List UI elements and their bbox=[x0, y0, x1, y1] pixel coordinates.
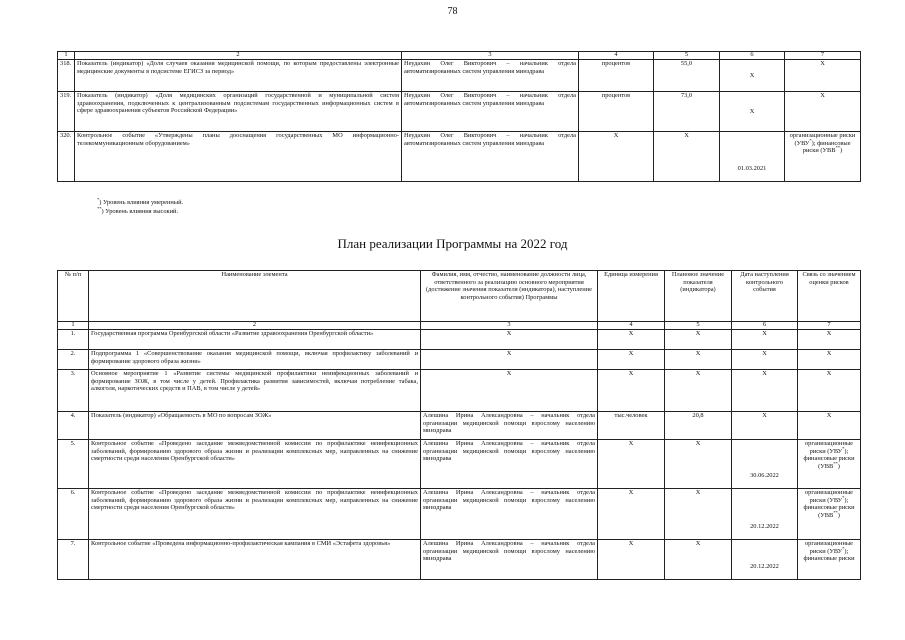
column-number: 4 bbox=[598, 322, 665, 330]
header-num: № п/п bbox=[58, 271, 89, 322]
column-number: 6 bbox=[732, 322, 798, 330]
column-number: 3 bbox=[402, 52, 579, 60]
row-number: 3. bbox=[58, 370, 89, 412]
event-date: 30.06.2022 bbox=[732, 440, 798, 489]
plan-value: X bbox=[665, 370, 732, 412]
column-number: 5 bbox=[665, 322, 732, 330]
risk-text: ); финансовые риски (УВВ bbox=[803, 447, 855, 471]
risk-text: ); финансовые риски bbox=[803, 547, 855, 563]
unit: X bbox=[598, 540, 665, 580]
table-row bbox=[58, 440, 861, 489]
table-row bbox=[58, 489, 861, 540]
plan-value: X bbox=[665, 350, 732, 370]
header-responsible: Фамилия, имя, отчество, наименование должности лица, ответственного за реализацию основного мероприятия (достижение значения показателя (индикатора), наступление контрольного события) Программы bbox=[421, 271, 598, 322]
footnote-mark: * bbox=[97, 196, 100, 202]
responsible-person: Неудахин Олег Викторович – начальник отдела автоматизированных систем управления минздрава bbox=[402, 132, 579, 182]
risk-text: ) bbox=[837, 512, 840, 520]
plan-value: X bbox=[665, 440, 732, 489]
unit: X bbox=[598, 370, 665, 412]
plan-value: X bbox=[665, 489, 732, 540]
footnote-mark: * bbox=[842, 445, 845, 451]
unit: X bbox=[598, 350, 665, 370]
event-date: 20.12.2022 bbox=[732, 489, 798, 540]
footnote-mark: * bbox=[809, 137, 812, 143]
responsible-person: Алешина Ирина Александровна – начальник отдела организации медицинской помощи взрослому населению минздрава bbox=[421, 540, 598, 580]
responsible-person: Неудахин Олег Викторович – начальник отдела автоматизированных систем управления минздрава bbox=[402, 92, 579, 132]
event-date: X bbox=[732, 350, 798, 370]
column-number: 1 bbox=[58, 52, 75, 60]
plan-value: 20,8 bbox=[665, 412, 732, 440]
row-number: 1. bbox=[58, 330, 89, 350]
risk-link bbox=[798, 489, 861, 540]
column-number: 7 bbox=[798, 322, 861, 330]
event-date: 01.03.2021 bbox=[720, 132, 785, 182]
column-number: 2 bbox=[89, 322, 421, 330]
unit: X bbox=[598, 330, 665, 350]
element-name: Контрольное событие «Проведено заседание межведомственной комиссии по профилактике неинфекционных заболеваний, формированию здорового образа жизни и реализации комплексных мер, направленных на снижение смертности среди населения Оренбургской области» bbox=[89, 440, 421, 489]
risk-link: X bbox=[798, 350, 861, 370]
plan-value: X bbox=[665, 330, 732, 350]
footnote-mark: ** bbox=[833, 460, 838, 466]
row-number: 319. bbox=[58, 92, 75, 132]
footnote-text: Уровень влияния высокий. bbox=[105, 207, 179, 215]
responsible-person: Алешина Ирина Александровна – начальник отдела организации медицинской помощи взрослому населению минздрава bbox=[421, 489, 598, 540]
risk-text: ) bbox=[837, 463, 840, 471]
element-name: Подпрограмма 1 «Совершенствование оказания медицинской помощи, включая профилактику заболеваний и формирование здорового образа жизни» bbox=[89, 350, 421, 370]
top-table bbox=[57, 51, 861, 182]
element-name: Контрольное событие «Проведено заседание межведомственной комиссии по профилактике неинфекционных заболеваний, формированию здорового образа жизни и реализации комплексных мер, направленных на снижение смертности среди населения Оренбургской области» bbox=[89, 489, 421, 540]
risk-text: организационные риски (УВУ bbox=[804, 440, 854, 455]
row-number: 7. bbox=[58, 540, 89, 580]
column-number: 2 bbox=[75, 52, 402, 60]
row-number: 2. bbox=[58, 350, 89, 370]
element-name: Контрольное событие «Проведена информационно-профилактическая кампания в СМИ «Эстафета здоровья» bbox=[89, 540, 421, 580]
unit: X bbox=[579, 132, 654, 182]
risk-link: X bbox=[798, 370, 861, 412]
risk-link bbox=[798, 440, 861, 489]
risk-text: организационные риски (УВУ bbox=[804, 540, 854, 555]
row-number: 318. bbox=[58, 60, 75, 92]
element-name: Показатель (индикатор) «Доля случаев оказания медицинской помощи, по которым предоставлены электронные медицинские документы в подсистеме ЕГИСЗ за период» bbox=[75, 60, 402, 92]
risk-link: X bbox=[798, 412, 861, 440]
responsible-person: Алешина Ирина Александровна – начальник отдела организации медицинской помощи взрослому населению минздрава bbox=[421, 412, 598, 440]
column-number: 1 bbox=[58, 322, 89, 330]
element-name: Показатель (индикатор) «Обращаемость в МО по вопросам ЗОЖ» bbox=[89, 412, 421, 440]
plan-value: X bbox=[665, 540, 732, 580]
table-row bbox=[58, 92, 861, 132]
footnote-mark: ** bbox=[833, 509, 838, 515]
responsible-person: X bbox=[421, 330, 598, 350]
column-number: 5 bbox=[654, 52, 720, 60]
table-row bbox=[58, 60, 861, 92]
unit: тыс.человек bbox=[598, 412, 665, 440]
risk-link bbox=[785, 132, 861, 182]
event-date: 20.12.2022 bbox=[732, 540, 798, 580]
event-date: X bbox=[732, 412, 798, 440]
risk-text: ); финансовые риски (УВВ bbox=[802, 139, 851, 155]
element-name: Контрольное событие «Утверждены планы дооснащения государственных МО информационно-телекоммуникационным оборудованием» bbox=[75, 132, 402, 182]
table-row bbox=[58, 540, 861, 580]
event-date: X bbox=[720, 92, 785, 132]
column-number: 4 bbox=[579, 52, 654, 60]
footnote-mark: * bbox=[842, 545, 845, 551]
risk-link: X bbox=[785, 60, 861, 92]
risk-link: X bbox=[798, 330, 861, 350]
unit: процентов bbox=[579, 60, 654, 92]
plan-table bbox=[57, 270, 861, 580]
responsible-person: Неудахин Олег Викторович – начальник отдела автоматизированных систем управления минздрава bbox=[402, 60, 579, 92]
event-date: X bbox=[732, 330, 798, 350]
element-name: Государственная программа Оренбургской области «Развитие здравоохранения Оренбургской области» bbox=[89, 330, 421, 350]
risk-link: X bbox=[785, 92, 861, 132]
table-row bbox=[58, 330, 861, 350]
plan-value: 73,0 bbox=[654, 92, 720, 132]
unit: X bbox=[598, 440, 665, 489]
footnote-text: Уровень влияния умеренный. bbox=[102, 199, 184, 206]
section-title: План реализации Программы на 2022 год bbox=[337, 236, 568, 251]
element-name: Показатель (индикатор) «Доля медицинских организаций государственной и муниципальной систем здравоохранения, подключенных к централизованным подсистемам государственных информационных систем в сфере здравоохранения субъектов Российской Федерации» bbox=[75, 92, 402, 132]
header-unit: Единица измерения bbox=[598, 271, 665, 322]
header-name: Наименование элемента bbox=[89, 271, 421, 322]
header-date: Дата наступления контрольного события bbox=[732, 271, 798, 322]
responsible-person: X bbox=[421, 350, 598, 370]
footnote-mark: ** bbox=[97, 205, 102, 211]
table-row bbox=[58, 412, 861, 440]
risk-text: ) bbox=[840, 147, 843, 155]
table-row bbox=[58, 370, 861, 412]
responsible-person: X bbox=[421, 370, 598, 412]
row-number: 6. bbox=[58, 489, 89, 540]
footnote-mark: * bbox=[842, 494, 845, 500]
unit: процентов bbox=[579, 92, 654, 132]
row-number: 320. bbox=[58, 132, 75, 182]
event-date: X bbox=[732, 370, 798, 412]
top-table-column-numbers bbox=[58, 52, 861, 60]
header-plan: Плановое значение показателя (индикатора) bbox=[665, 271, 732, 322]
event-date: X bbox=[720, 60, 785, 92]
responsible-person: Алешина Ирина Александровна – начальник отдела организации медицинской помощи взрослому населению минздрава bbox=[421, 440, 598, 489]
column-number: 3 bbox=[421, 322, 598, 330]
unit: X bbox=[598, 489, 665, 540]
risk-text: ); финансовые риски (УВВ bbox=[803, 496, 855, 520]
risk-text: организационные риски (УВУ bbox=[789, 132, 856, 147]
risk-text: организационные риски (УВУ bbox=[804, 489, 854, 504]
risk-link bbox=[798, 540, 861, 580]
row-number: 5. bbox=[58, 440, 89, 489]
footnote: *) Уровень влияния умеренный. bbox=[97, 196, 184, 206]
table-row bbox=[58, 132, 861, 182]
plan-value: 55,0 bbox=[654, 60, 720, 92]
row-number: 4. bbox=[58, 412, 89, 440]
element-name: Основное мероприятие 1 «Развитие системы медицинской профилактики неинфекционных заболеваний и формирование ЗОЖ, в том числе у детей. Профилактика развития зависимостей, включая потребление табака, алкоголя, наркотических средств и ПАВ, в том числе у детей» bbox=[89, 370, 421, 412]
footnote: **) Уровень влияния высокий. bbox=[97, 205, 179, 215]
table-column-numbers bbox=[58, 322, 861, 330]
column-number: 7 bbox=[785, 52, 861, 60]
column-number: 6 bbox=[720, 52, 785, 60]
page-number: 78 bbox=[447, 6, 458, 17]
footnotes bbox=[97, 196, 184, 217]
table-header-row bbox=[58, 271, 861, 322]
table-row bbox=[58, 350, 861, 370]
plan-value: X bbox=[654, 132, 720, 182]
header-risk: Связь со значением оценки рисков bbox=[798, 271, 861, 322]
footnote-mark: ** bbox=[835, 145, 841, 151]
